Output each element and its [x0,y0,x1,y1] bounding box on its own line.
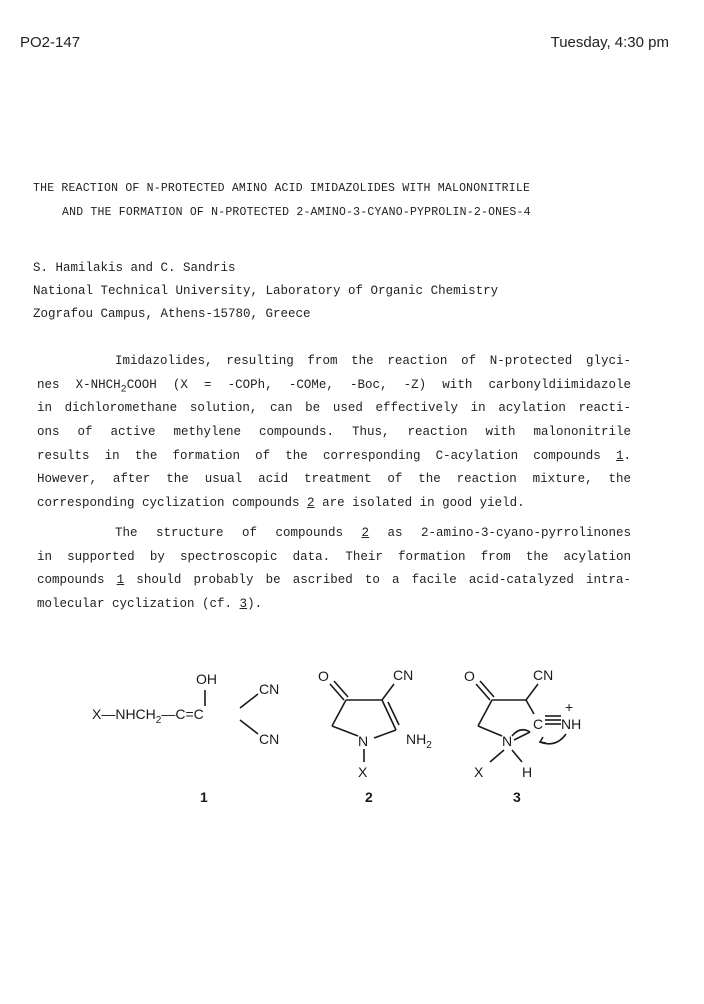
paragraph-line: compounds 1 should probably be ascribed to a facile acid-catalyzed intra- [37,573,631,588]
title-line-2: AND THE FORMATION OF N-PROTECTED 2-AMINO-3-CYANO-PYPROLIN-2-ONES-4 [62,206,531,219]
compound-ref: 1 [615,448,624,463]
authors: S. Hamilakis and C. Sandris [33,261,236,275]
paragraph-line: in dichloromethane solution, can be used effectively in acylation reacti- [37,401,631,416]
amino-label: $NH_2$ [406,731,432,751]
carbon-label: C [533,716,544,732]
compound-ref: 2 [307,496,315,511]
paragraph-line: ons of active methylene compounds. Thus, reaction with malononitrile [37,425,631,440]
paragraph-line: molecular cyclization (cf. 3). [37,597,263,612]
oh-label: OH [196,671,217,687]
cn-top-label: CN [259,681,280,697]
paragraph-line: nes $X-NHCH_2COOH$ (X = -COPh, -COMe, -Boc, -Z) with carbonyldiimidazole [37,377,631,396]
compound-ref: 1 [116,573,125,588]
compound-2 [318,667,432,805]
cn-label: CN [393,667,414,683]
bond [490,750,504,762]
bond [476,684,490,700]
bond [480,681,494,697]
chain-label: $X—NHCH_2—C=C$ [92,706,204,726]
session-time: Tuesday, 4:30 pm [550,34,669,51]
nitrogen-label: N [358,733,369,749]
x-label: X [358,764,368,780]
compound-3 [464,667,581,805]
bond [240,720,258,734]
affiliation: National Technical University, Laboratory of Organic Chemistry [33,284,499,298]
paragraph-line: However, after the usual acid treatment of the reaction mixture, the [37,472,631,487]
paragraph-1 [37,350,631,516]
chemical-scheme [0,650,704,820]
cn-label: CN [533,667,554,683]
bond [334,681,348,697]
paragraph-line: in supported by spectroscopic data. Their formation from the acylation [37,549,631,564]
bond [382,684,394,700]
bond [478,726,502,736]
paragraph-line: The structure of compounds 2 as 2-amino-3-cyano-pyrrolinones [115,526,631,540]
bond [478,700,492,726]
title-line-1: THE REACTION OF N-PROTECTED AMINO ACID IMIDAZOLIDES WITH MALONONITRILE [33,182,531,195]
bond [332,726,358,736]
compound-number: 1 [200,789,208,805]
compound-1 [92,671,279,805]
cn-bottom-label: CN [259,731,280,747]
x-label: X [474,764,484,780]
paragraph-line: results in the formation of the corresponding C-acylation compounds 1. [37,448,631,463]
bond [526,684,538,700]
nitrogen-label: N [502,733,513,749]
compound-number: 2 [365,789,373,805]
imine-label: NH [561,716,582,732]
bond [330,684,344,700]
bond [388,702,399,725]
compound-ref: 3 [239,597,248,612]
bond [240,694,258,708]
poster-code: PO2-147 [20,34,81,51]
paragraph-2 [37,522,631,617]
address: Zografou Campus, Athens-15780, Greece [33,307,311,321]
paragraph-line: corresponding cyclization compounds 2 are isolated in good yield. [37,496,525,511]
charge-label: + [565,699,574,715]
bond [526,700,534,714]
paragraph-line: Imidazolides, resulting from the reaction of N-protected glyci- [115,354,631,368]
compound-ref: 2 [361,526,369,540]
bond [512,750,522,762]
bond [332,700,346,726]
bond [514,732,530,740]
oxygen-label: O [464,668,475,684]
h-label: H [522,764,533,780]
arrowhead [540,737,546,743]
oxygen-label: O [318,668,329,684]
bond [374,730,396,738]
compound-number: 3 [513,789,521,805]
